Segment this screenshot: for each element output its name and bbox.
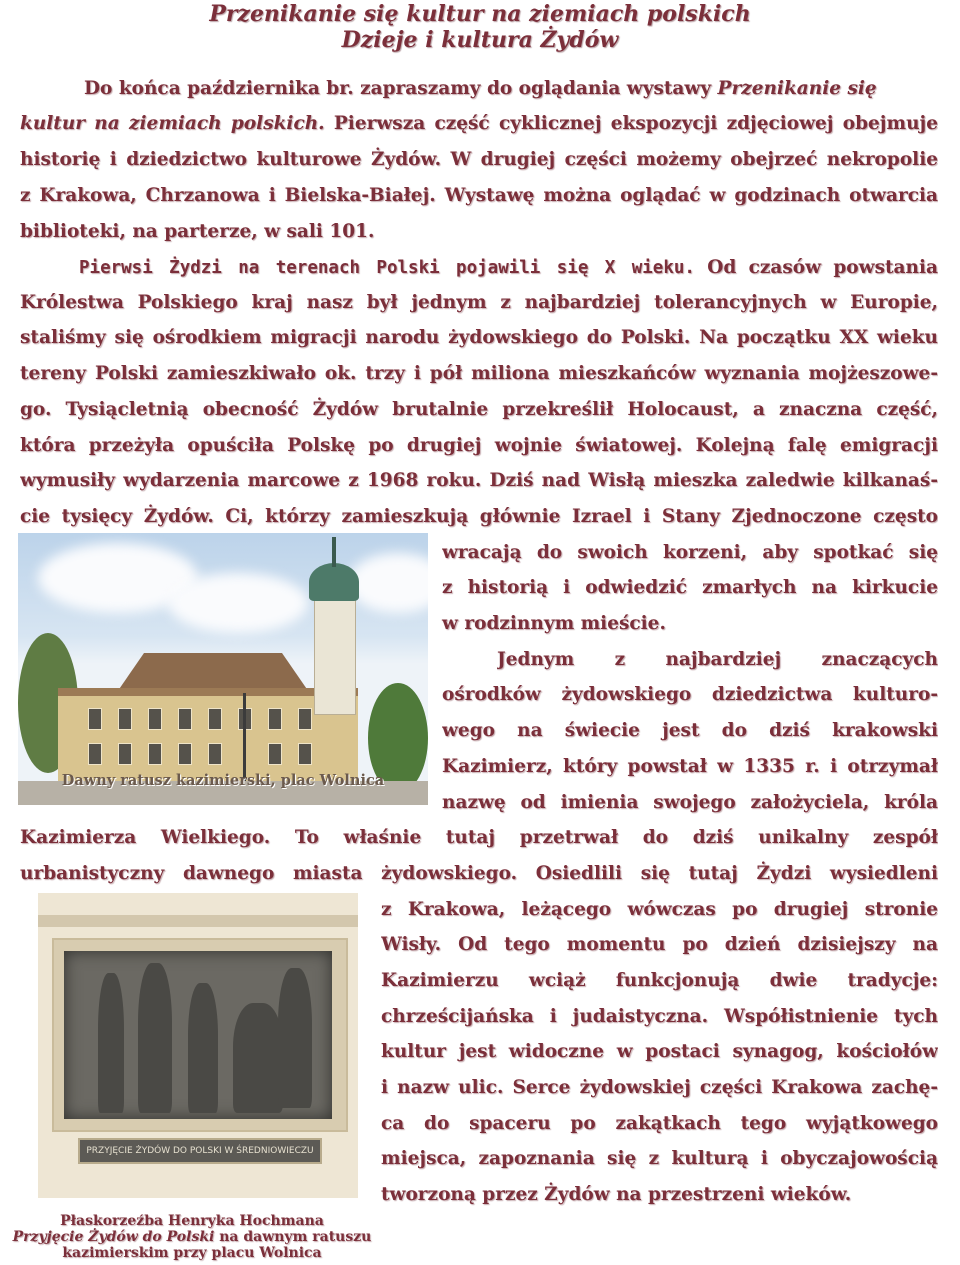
kazimierz-line-13: i nazw ulic. Serce żydowskiej części Krakowa zachę- [381, 1077, 938, 1098]
history-line-8: cie tysięcy Żydów. Ci, którzy zamieszkują głównie Izrael i Stany Zjednoczone często [20, 506, 938, 527]
history-line-1 [79, 255, 938, 283]
intro-line-4: z Krakowa, Chrzanowa i Bielska-Białej. Wystawę można oglądać w godzinach otwarcia [20, 185, 938, 206]
history-line-4: tereny Polski zamieszkiwało ok. trzy i pół miliona mieszkańców wyznania mojżeszowe- [20, 363, 938, 384]
history-line-10: z historią i odwiedzić zmarłych na kirkucie [442, 577, 938, 598]
kazimierz-line-12: kultur jest widoczne w postaci synagog, kościołów [381, 1041, 938, 1062]
kazimierz-line-10: Kazimierzu wciąż funkcjonują dwie tradycje: [381, 970, 938, 991]
kazimierz-line-15: miejsca, zapoznania się z kulturą i obyczajowością [381, 1148, 938, 1169]
relief-caption [0, 1213, 384, 1261]
relief-caption-text: na dawnym ratuszu [214, 1229, 372, 1245]
artwork-title: Przyjęcie Żydów do Polski [12, 1229, 215, 1245]
town-hall-caption: Dawny ratusz kazimierski, plac Wolnica [61, 772, 385, 789]
history-line-6: która przeżyła opuściła Polskę po drugiej wojnie światowej. Kolejną falę emigracji [20, 435, 938, 456]
kazimierz-line-1: Jednym z najbardziej znaczących [497, 649, 938, 670]
history-line-2: Królestwa Polskiego kraj nasz był jednym z najbardziej tolerancyjnych w Europie, [20, 292, 938, 313]
kazimierz-line-7: urbanistyczny dawnego miasta żydowskiego. Osiedlili się tutaj Żydzi wysiedleni [20, 863, 938, 884]
history-line-9: wracają do swoich korzeni, aby spotkać się [442, 542, 938, 563]
kazimierz-line-4: Kazimierz, który powstał w 1335 r. i otrzymał [442, 756, 938, 777]
kazimierz-line-8: z Krakowa, leżącego wówczas po drugiej stronie [381, 899, 938, 920]
exhibition-title: Przenikanie się [717, 78, 877, 99]
kazimierz-line-5: nazwę od imienia swojego założyciela, króla [442, 792, 938, 813]
kazimierz-line-2: ośrodków żydowskiego dziedzictwa kulturo- [442, 684, 938, 705]
relief-caption-line-1: Płaskorzeźba Henryka Hochmana [60, 1213, 324, 1229]
page-subtitle: Dzieje i kultura Żydów [341, 27, 619, 53]
intro-line-5: biblioteki, na parterze, w sali 101. [20, 221, 375, 242]
relief-photo [38, 893, 358, 1198]
intro-text: Pierwsza część cyklicznej ekspozycji zdjęciowej obejmuje [324, 113, 938, 134]
history-text: Od czasów powstania [694, 257, 938, 278]
page-title: Przenikanie się kultur na ziemiach polskich [209, 1, 751, 27]
exhibition-title: kultur na ziemiach polskich. [20, 113, 325, 134]
history-line-5: go. Tysiącletnią obecność Żydów brutalnie przekreślił Holocaust, a znaczna część, [20, 399, 938, 420]
kazimierz-line-9: Wisły. Od tego momentu po dzień dzisiejszy na [381, 934, 938, 955]
kazimierz-line-6: Kazimierza Wielkiego. To właśnie tutaj przetrwał do dziś unikalny zespół [20, 827, 938, 848]
relief-caption-line-3: kazimierskim przy placu Wolnica [62, 1245, 322, 1261]
intro-line-1 [84, 76, 877, 102]
history-line-7: wymusiły wydarzenia marcowe z 1968 roku. Dziś nad Wisłą mieszka zaledwie kilkanaś- [20, 470, 938, 491]
history-text: Pierwsi Żydzi na terenach Polski pojawili się X wieku. [79, 258, 695, 278]
kazimierz-line-11: chrześcijańska i judaistyczna. Współistnienie tych [381, 1006, 938, 1027]
history-line-11: w rodzinnym mieście. [442, 613, 666, 634]
kazimierz-line-3: wego na świecie jest do dziś krakowski [442, 720, 938, 741]
relief-caption-line-2 [0, 1229, 384, 1245]
history-line-3: staliśmy się ośrodkiem migracji narodu żydowskiego do Polski. Na początku XX wieku [20, 327, 938, 348]
kazimierz-line-14: ca do spaceru po zakątkach tego wyjątkowego [381, 1113, 938, 1134]
relief-plate: PRZYJĘCIE ŻYDÓW DO POLSKI W ŚREDNIOWIECZU [78, 1138, 322, 1164]
intro-text: Do końca października br. zapraszamy do oglądania wystawy [84, 78, 718, 99]
intro-line-2 [20, 111, 938, 139]
town-hall-photo [18, 533, 428, 805]
intro-line-3: historię i dziedzictwo kulturowe Żydów. W drugiej części możemy obejrzeć nekropolie [20, 149, 938, 170]
kazimierz-line-16: tworzoną przez Żydów na przestrzeni wieków. [381, 1184, 852, 1205]
